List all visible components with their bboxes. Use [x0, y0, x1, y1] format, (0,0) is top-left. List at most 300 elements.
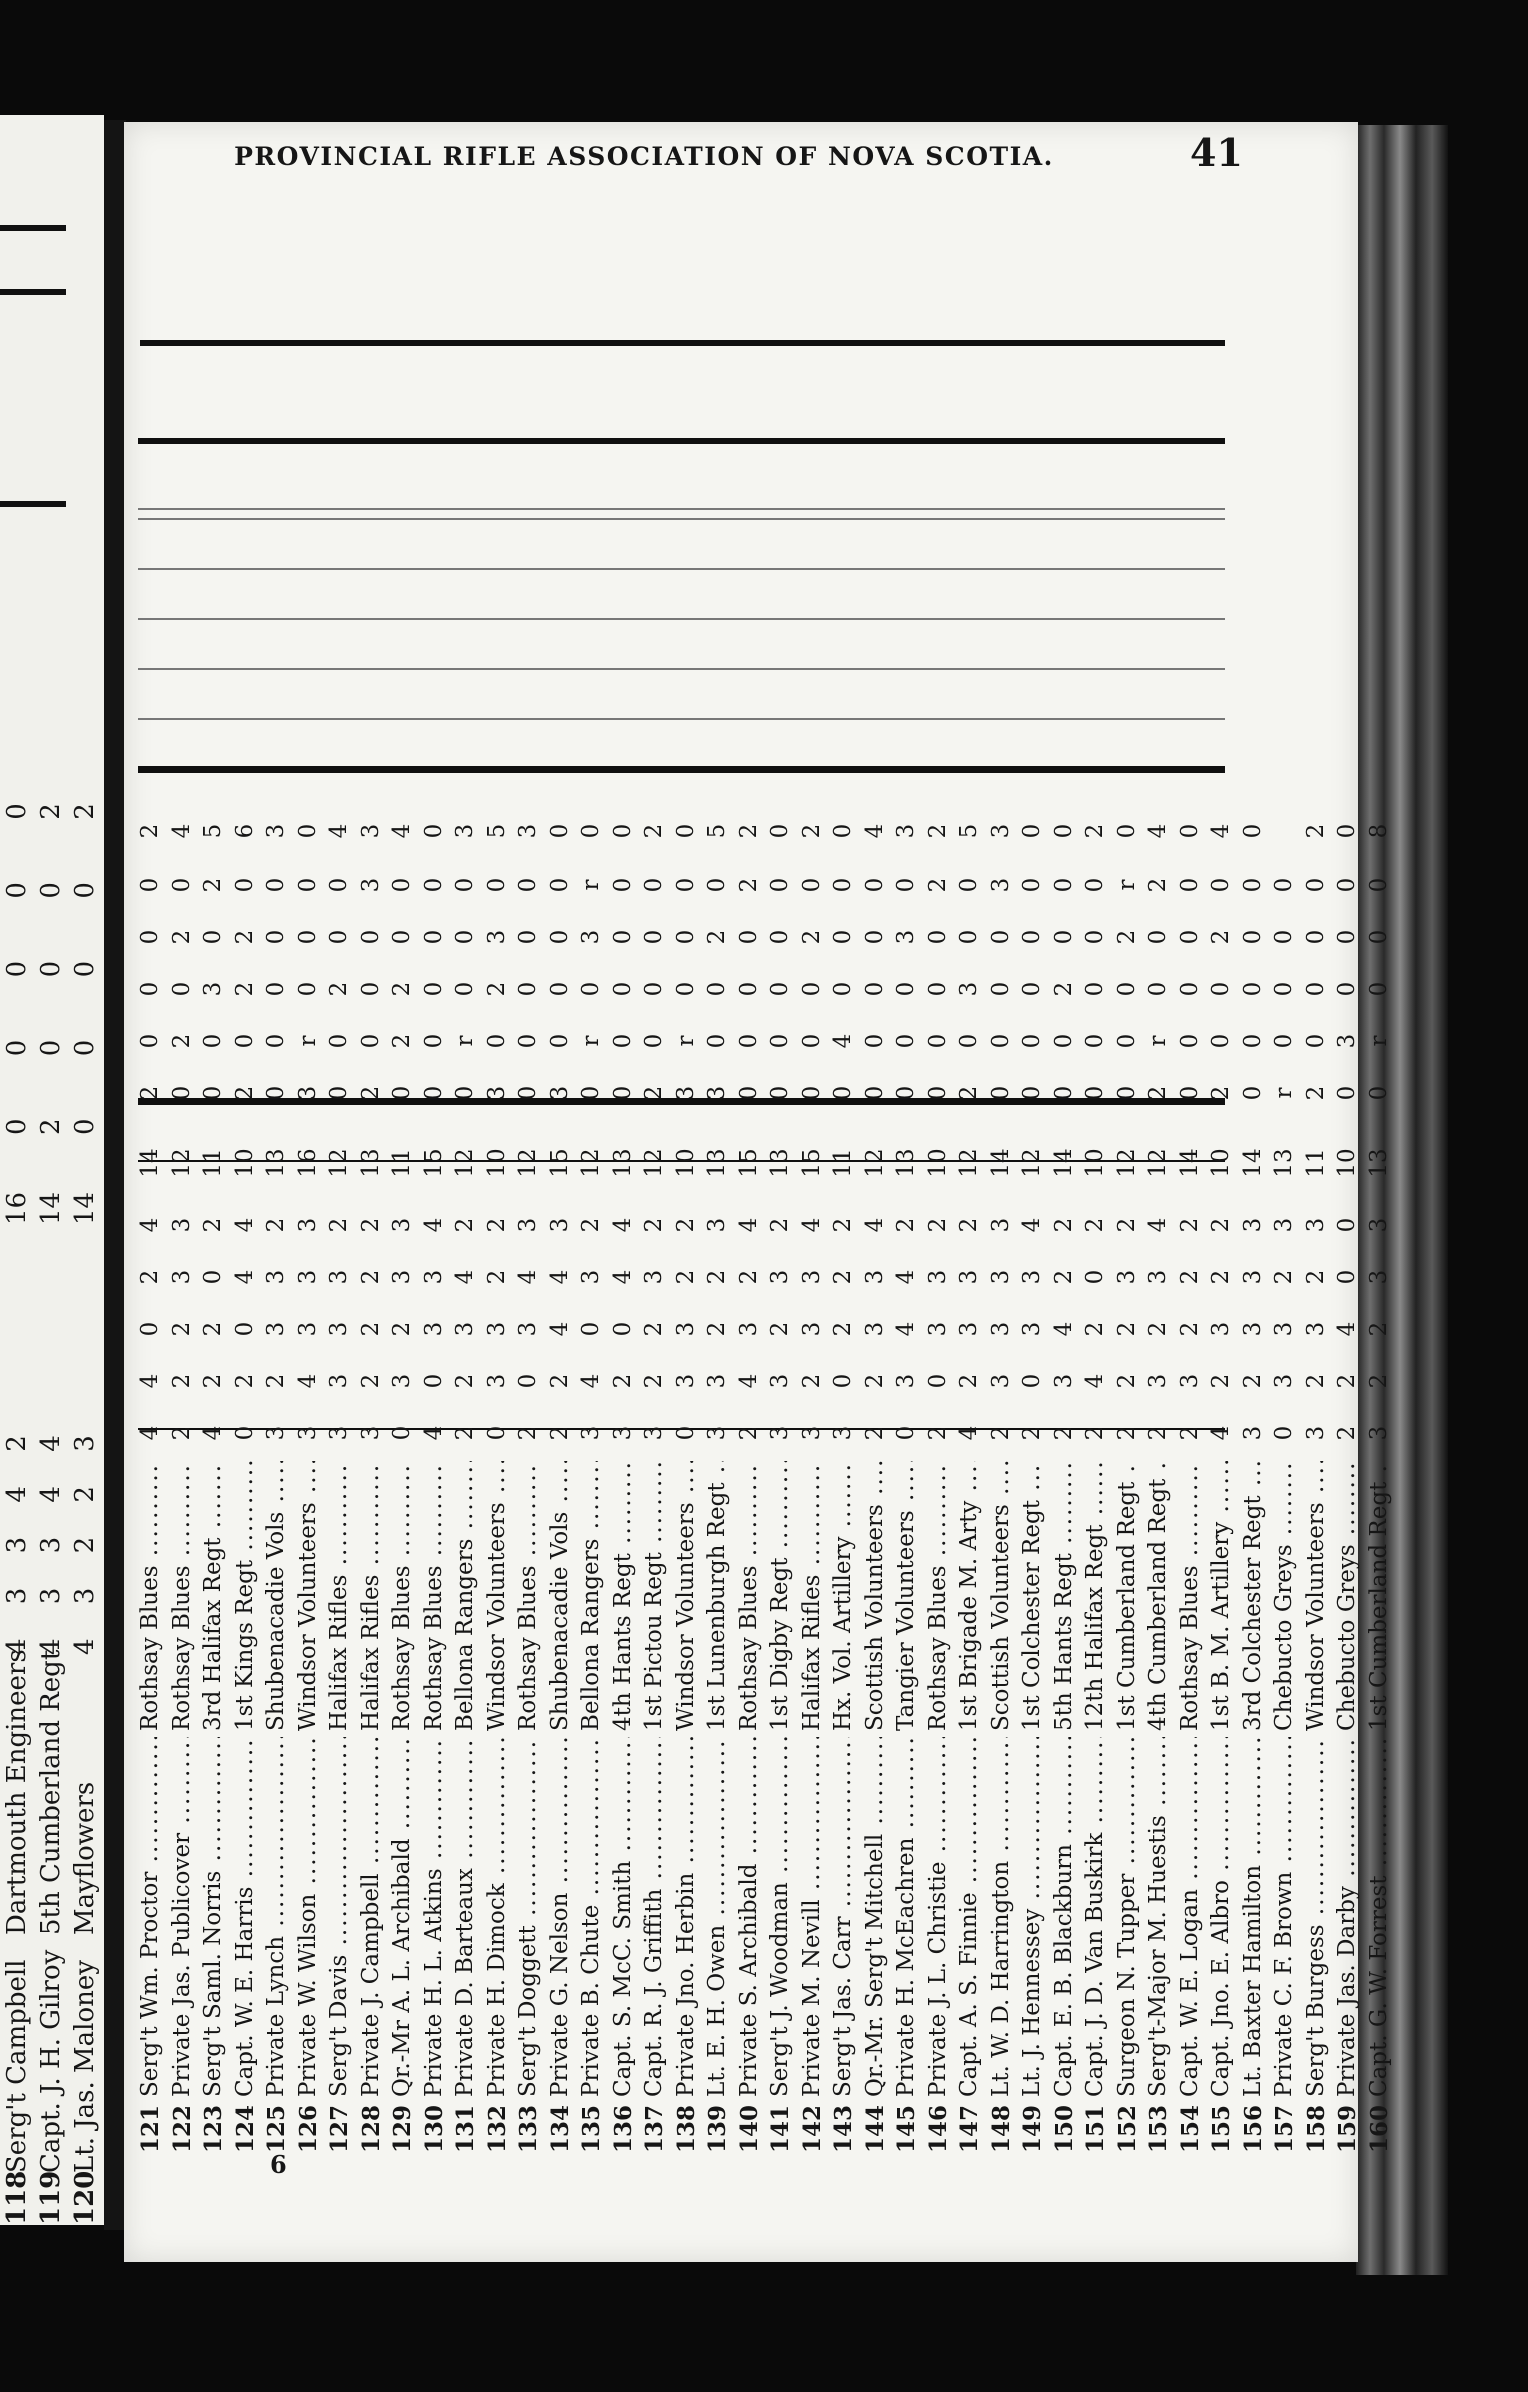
score-cell: 0 [168, 1085, 195, 1101]
competitor-number: 146 [924, 2105, 952, 2154]
score-cell: 0 [767, 823, 793, 839]
score-cell: 0 [798, 877, 825, 893]
competitor-name: Lt. E. H. Owen ..... [702, 1737, 733, 2097]
score-cell: 0 [767, 981, 793, 997]
score-cell: 2 [735, 877, 762, 893]
score-cell: 0 [389, 1085, 415, 1101]
score-cell: 0 [1050, 1033, 1077, 1049]
regiment: 1st Cumberland Regt ..... [1112, 1461, 1143, 1731]
competitor-number: 123 [200, 2105, 227, 2154]
competitor-name: Serg't Davis ..... [324, 1737, 355, 2097]
score-cell: 0 [987, 1033, 1014, 1049]
score-cell: 0 [735, 981, 762, 997]
score-cell: 3 [326, 1321, 352, 1337]
competitor-name: Serg't J. Woodman ..... [765, 1737, 796, 2097]
score-cell: 6 [231, 823, 258, 839]
regiment: 1st Pictou Regt ..... [639, 1461, 670, 1731]
score-cell: 0 [515, 981, 541, 997]
score-cell: 0 [1019, 823, 1045, 839]
score-cell: 2 [515, 1425, 541, 1441]
score-cell: 0 [956, 1033, 982, 1049]
total-cell: 12 [641, 1148, 667, 1178]
score-cell: 0 [452, 981, 478, 997]
score-cell: 0 [672, 981, 699, 997]
score-cell: 3 [1239, 1321, 1266, 1337]
competitor-number: 131 [452, 2105, 479, 2154]
competitor-number: 159 [1334, 2105, 1361, 2154]
score-cell: 3 [672, 1085, 699, 1101]
score-cell: 0 [1239, 877, 1266, 893]
table-row [986, 755, 1018, 2155]
score-cell: r [1271, 1087, 1297, 1099]
table-row [828, 755, 860, 2155]
score-cell: 0 [578, 1321, 604, 1337]
score-cell: 2 [1334, 1425, 1360, 1441]
total-cell: 15 [735, 1148, 762, 1178]
score-cell: 0 [924, 1033, 951, 1049]
score-cell: 0 [893, 981, 919, 997]
score-cell: 3 [1302, 1425, 1329, 1441]
score-cell: 0 [924, 981, 951, 997]
score-cell: 2 [1271, 1269, 1297, 1285]
score-cell: 0 [1239, 981, 1266, 997]
score-cell: 0 [389, 1425, 415, 1441]
competitor-number: 155 [1208, 2105, 1235, 2154]
score-cell: 3 [200, 981, 226, 997]
competitor-number: 143 [830, 2105, 857, 2154]
score-cell: 4 [420, 1217, 447, 1233]
score-cell: 0 [1208, 1033, 1234, 1049]
table-row [765, 755, 797, 2155]
total-cell: 12 [578, 1148, 604, 1178]
competitor-number: 141 [767, 2105, 794, 2154]
score-cell: 2 [924, 823, 951, 839]
score-cell: 5 [704, 823, 730, 839]
competitor-number: 134 [546, 2105, 574, 2154]
facing-page-tail: 0 0 0 0 0 [2, 803, 32, 1135]
score-cell: 0 [389, 929, 415, 945]
regiment: 3rd Halifax Regt ..... [198, 1461, 229, 1731]
score-cell: 0 [704, 1033, 730, 1049]
table-row [1017, 755, 1049, 2155]
score-cell: 4 [294, 1373, 321, 1389]
score-cell: 3 [357, 823, 384, 839]
score-cell: 0 [452, 1085, 478, 1101]
score-cell: 3 [483, 1085, 510, 1101]
total-cell: 12 [956, 1148, 982, 1178]
score-cell: 0 [1208, 981, 1234, 997]
competitor-name: Capt. W. E. Harris ..... [230, 1737, 261, 2097]
score-cell: 0 [1334, 929, 1360, 945]
score-cell: 2 [641, 1217, 667, 1233]
score-cell: 2 [389, 981, 415, 997]
score-cell: 0 [609, 981, 636, 997]
competitor-name: Private Jas. Darby ..... [1332, 1737, 1363, 2097]
regiment: 1st B. M. Artillery ..... [1206, 1461, 1237, 1731]
rule [138, 668, 1225, 670]
score-cell: 3 [830, 1425, 856, 1441]
regiment: 1st Colchester Regt ..... [1017, 1461, 1048, 1731]
total-cell: 14 [1176, 1148, 1203, 1178]
regiment: Chebucto Greys ..... [1269, 1461, 1300, 1731]
score-cell: 0 [1113, 823, 1140, 839]
score-cell: 0 [956, 929, 982, 945]
total-cell: 10 [1334, 1148, 1360, 1178]
score-cell: r [578, 1035, 604, 1047]
score-cell: 3 [956, 1321, 982, 1337]
score-cell: 0 [263, 877, 289, 893]
score-cell: 0 [1050, 877, 1077, 893]
score-cell: 2 [1176, 1217, 1203, 1233]
regiment: Rothsay Blues ..... [513, 1461, 544, 1731]
score-cell: 3 [452, 1321, 478, 1337]
competitor-number: 145 [893, 2105, 920, 2154]
regiment: Rothsay Blues ..... [1175, 1461, 1206, 1731]
score-cell: 2 [1239, 1373, 1266, 1389]
score-cell: 2 [798, 823, 825, 839]
regiment: 1st Kings Regt ..... [230, 1461, 261, 1731]
competitor-name: Qr.-Mr. Serg't Mitchell ..... [860, 1737, 891, 2097]
score-cell: 2 [1302, 823, 1329, 839]
score-cell: 0 [987, 981, 1014, 997]
score-cell: 0 [1365, 929, 1392, 945]
score-cell: 3 [263, 1269, 289, 1285]
table-row [891, 755, 923, 2155]
score-cell: 0 [294, 877, 321, 893]
score-cell: 0 [893, 1085, 919, 1101]
score-cell: 3 [672, 1373, 699, 1389]
facing-page-scores: 4 3 3 4 2 [2, 1435, 32, 1655]
score-cell: 4 [735, 1217, 762, 1233]
score-cell: 0 [1050, 823, 1077, 839]
total-cell: 12 [861, 1148, 888, 1178]
score-cell: 0 [1113, 1033, 1140, 1049]
score-cell: 3 [294, 1321, 321, 1337]
table-row [356, 755, 388, 2155]
competitor-number: 138 [672, 2105, 700, 2154]
table-row [1269, 755, 1301, 2155]
score-cell: 2 [956, 1373, 982, 1389]
total-cell: 13 [893, 1148, 919, 1178]
score-cell: r [672, 1035, 699, 1047]
score-cell: 2 [578, 1217, 604, 1233]
total-cell: 12 [452, 1148, 478, 1178]
score-cell: 0 [1239, 1085, 1266, 1101]
competitor-number: 128 [357, 2105, 385, 2154]
regiment: 1st Lunenburgh Regt ..... [702, 1461, 733, 1731]
table-row [513, 755, 545, 2155]
score-cell: 3 [452, 823, 478, 839]
score-cell: 2 [641, 1373, 667, 1389]
score-cell: 2 [924, 1425, 951, 1441]
table-row [954, 755, 986, 2155]
score-cell: 2 [1082, 1321, 1108, 1337]
score-cell: 0 [861, 1033, 888, 1049]
score-cell: 3 [767, 1373, 793, 1389]
score-cell: 2 [200, 877, 226, 893]
competitor-number: 153 [1145, 2105, 1172, 2154]
score-cell: 3 [168, 1269, 195, 1285]
table-row [1238, 755, 1270, 2155]
score-cell: 3 [704, 1217, 730, 1233]
facing-page-total: 16 [2, 1191, 32, 1225]
score-cell: 3 [515, 823, 541, 839]
score-cell: 3 [578, 929, 604, 945]
score-cell: 2 [1113, 1373, 1140, 1389]
score-cell: 4 [1208, 1425, 1234, 1441]
score-cell: 2 [1208, 1373, 1234, 1389]
score-cell: 2 [1302, 1085, 1329, 1101]
score-cell: 0 [420, 877, 447, 893]
regiment: Windsor Volunteers ..... [671, 1461, 702, 1731]
score-cell: 0 [1302, 929, 1329, 945]
score-cell: 0 [578, 823, 604, 839]
score-cell: 2 [452, 1217, 478, 1233]
score-cell: 3 [483, 1373, 510, 1389]
total-cell: 14 [987, 1148, 1014, 1178]
score-cell: 4 [168, 823, 195, 839]
rule [140, 340, 1225, 346]
score-cell: 4 [956, 1425, 982, 1441]
score-cell: 0 [609, 1321, 636, 1337]
competitor-name: Private B. Chute ..... [576, 1737, 607, 2097]
competitor-name: Serg't Doggett ..... [513, 1737, 544, 2097]
score-cell: r [452, 1035, 478, 1047]
score-cell: 0 [515, 929, 541, 945]
score-cell: 4 [546, 1269, 573, 1285]
score-cell: 0 [1113, 1085, 1140, 1101]
score-cell: 0 [767, 1033, 793, 1049]
rule [138, 618, 1225, 620]
score-cell: 2 [1176, 1269, 1203, 1285]
score-cell: 5 [200, 823, 226, 839]
regiment: Rothsay Blues ..... [387, 1461, 418, 1731]
score-cell: 4 [137, 1425, 163, 1441]
score-cell: 3 [1271, 1321, 1297, 1337]
score-cell: 2 [1208, 929, 1234, 945]
competitor-name: Private Jno. Herbin ..... [671, 1737, 702, 2097]
score-cell: 0 [924, 1085, 951, 1101]
score-cell: r [1145, 1035, 1171, 1047]
regiment: Halifax Rifles ..... [324, 1461, 355, 1731]
total-cell: 15 [546, 1148, 573, 1178]
score-cell: 3 [294, 1085, 321, 1101]
score-cell: 2 [389, 1033, 415, 1049]
competitor-number: 135 [578, 2105, 605, 2154]
score-cell: 0 [294, 981, 321, 997]
score-cell: 0 [200, 1085, 226, 1101]
competitor-name: Lt. W. D. Harrington ..... [986, 1737, 1017, 2097]
score-cell: 0 [609, 1033, 636, 1049]
total-cell: 16 [294, 1148, 321, 1178]
score-cell: 2 [1113, 1217, 1140, 1233]
competitor-number: 156 [1239, 2105, 1267, 2154]
facing-page-regt: Dartmouth Engineers [2, 1649, 32, 1935]
table-row [734, 755, 766, 2155]
facing-page-scores: 4 3 2 2 3 [70, 1435, 100, 1655]
score-cell: 2 [357, 1217, 384, 1233]
score-cell: 3 [1113, 1269, 1140, 1285]
score-cell: 2 [830, 1269, 856, 1285]
total-cell: 13 [767, 1148, 793, 1178]
score-cell: 0 [420, 929, 447, 945]
table-row [261, 755, 293, 2155]
score-cell: 0 [168, 981, 195, 997]
score-cell: 2 [1113, 1321, 1140, 1337]
score-cell: 2 [830, 1217, 856, 1233]
score-cell: 2 [956, 1085, 982, 1101]
score-cell: 0 [704, 981, 730, 997]
regiment: 3rd Colchester Regt ..... [1238, 1461, 1269, 1731]
score-cell: 2 [168, 929, 195, 945]
table-row [293, 755, 325, 2155]
total-cell: 12 [515, 1148, 541, 1178]
score-cell: 3 [515, 1321, 541, 1337]
table-row [608, 755, 640, 2155]
facing-page-num: 118 [2, 2170, 32, 2225]
score-cell: 0 [893, 1033, 919, 1049]
score-cell: 2 [231, 1085, 258, 1101]
score-cell: 2 [1145, 1085, 1171, 1101]
score-cell: 8 [1365, 823, 1392, 839]
score-cell: 2 [735, 1269, 762, 1285]
competitor-name: Private Lynch ..... [261, 1737, 292, 2097]
score-cell: 3 [798, 1321, 825, 1337]
score-cell: 3 [1145, 1269, 1171, 1285]
competitor-name: Qr.-Mr A. L. Archibald ..... [387, 1737, 418, 2097]
score-cell: 3 [987, 823, 1014, 839]
score-table [135, 755, 1393, 2155]
score-cell: 3 [1271, 1373, 1297, 1389]
score-cell: 2 [987, 1425, 1014, 1441]
regiment: 12th Halifax Regt ..... [1080, 1461, 1111, 1731]
score-cell: 0 [672, 877, 699, 893]
score-cell: 4 [1019, 1217, 1045, 1233]
score-cell: 2 [168, 1033, 195, 1049]
competitor-name: Capt. A. S. Finnie ..... [954, 1737, 985, 2097]
table-row [671, 755, 703, 2155]
score-cell: 0 [641, 1033, 667, 1049]
score-cell: 4 [137, 1373, 163, 1389]
table-row [1080, 755, 1112, 2155]
total-cell: 12 [1113, 1148, 1140, 1178]
score-cell: 3 [893, 929, 919, 945]
score-cell: 3 [641, 1425, 667, 1441]
score-cell: 2 [735, 1425, 762, 1441]
score-cell: 0 [231, 1033, 258, 1049]
score-cell: 3 [1239, 1425, 1266, 1441]
facing-page-tail: 0 0 0 0 2 [70, 803, 100, 1135]
competitor-name: Capt. J. D. Van Buskirk ..... [1080, 1737, 1111, 2097]
total-cell: 14 [1050, 1148, 1077, 1178]
score-cell: 0 [546, 1033, 573, 1049]
score-cell: 2 [1302, 1373, 1329, 1389]
score-cell: 0 [1176, 1085, 1203, 1101]
score-cell: 3 [704, 1085, 730, 1101]
score-cell: 5 [956, 823, 982, 839]
score-cell: 0 [326, 877, 352, 893]
facing-page-row [0, 115, 34, 2225]
score-cell: 0 [1334, 1085, 1360, 1101]
competitor-number: 124 [231, 2105, 259, 2154]
table-row [198, 755, 230, 2155]
score-cell: 0 [263, 1033, 289, 1049]
score-cell: 0 [798, 981, 825, 997]
competitor-number: 158 [1302, 2105, 1330, 2154]
table-row [387, 755, 419, 2155]
score-cell: 4 [609, 1217, 636, 1233]
score-cell: 0 [263, 929, 289, 945]
regiment: Halifax Rifles ..... [356, 1461, 387, 1731]
score-cell: 2 [1365, 1373, 1392, 1389]
score-cell: 3 [861, 1321, 888, 1337]
score-cell: 4 [1050, 1321, 1077, 1337]
competitor-name: Serg't Burgess ..... [1301, 1737, 1332, 2097]
score-cell: 3 [956, 981, 982, 997]
score-cell: 2 [704, 1321, 730, 1337]
competitor-number: 140 [735, 2105, 763, 2154]
score-cell: 3 [326, 1425, 352, 1441]
page-number: 41 [1190, 130, 1243, 175]
score-cell: 0 [641, 981, 667, 997]
competitor-name: Serg't Saml. Norris ..... [198, 1737, 229, 2097]
competitor-number: 148 [987, 2105, 1015, 2154]
score-cell: 0 [1019, 981, 1045, 997]
score-cell: 2 [1334, 1373, 1360, 1389]
score-cell: 0 [1302, 1033, 1329, 1049]
table-row [450, 755, 482, 2155]
score-cell: 0 [137, 1033, 163, 1049]
regiment: 5th Hants Regt ..... [1049, 1461, 1080, 1731]
score-cell: 0 [1019, 877, 1045, 893]
score-cell: 2 [641, 1321, 667, 1337]
table-row [1332, 755, 1364, 2155]
competitor-number: 154 [1176, 2105, 1204, 2154]
facing-page-regt: Mayflowers [70, 1781, 100, 1935]
competitor-name: Private D. Barteaux ..... [450, 1737, 481, 2097]
facing-page-num: 119 [36, 2170, 66, 2225]
score-cell: 0 [420, 1085, 447, 1101]
score-cell: 4 [735, 1373, 762, 1389]
score-cell: 0 [1113, 981, 1140, 997]
competitor-name: Capt. E. B. Blackburn ..... [1049, 1737, 1080, 2097]
facing-page-rows [0, 115, 104, 2225]
competitor-name: Private J. Campbell ..... [356, 1737, 387, 2097]
score-cell: 4 [420, 1425, 447, 1441]
regiment: Halifax Rifles ..... [797, 1461, 828, 1731]
competitor-name: Capt. Jno. E. Albro ..... [1206, 1737, 1237, 2097]
score-cell: 3 [704, 1425, 730, 1441]
score-cell: 2 [641, 823, 667, 839]
score-cell: 2 [1208, 1085, 1234, 1101]
competitor-name: Private S. Archibald ..... [734, 1737, 765, 2097]
score-cell: 0 [1365, 1085, 1392, 1101]
score-cell: 0 [735, 929, 762, 945]
score-cell: 0 [1050, 1085, 1077, 1101]
score-cell: 2 [956, 1217, 982, 1233]
score-cell: 3 [168, 1217, 195, 1233]
facing-page-regt: 5th Cumberland Regt [36, 1649, 66, 1935]
competitor-name: Private M. Nevill ..... [797, 1737, 828, 2097]
running-head: PROVINCIAL RIFLE ASSOCIATION OF NOVA SCOTIA. [234, 142, 1054, 171]
facing-page-num: 120 [70, 2170, 100, 2225]
competitor-name: Capt. R. J. Griffith ..... [639, 1737, 670, 2097]
score-cell: 2 [767, 1321, 793, 1337]
score-cell: 3 [420, 1269, 447, 1285]
score-cell: 2 [483, 1269, 510, 1285]
score-cell: 0 [578, 981, 604, 997]
regiment: Chebucto Greys ..... [1332, 1461, 1363, 1731]
